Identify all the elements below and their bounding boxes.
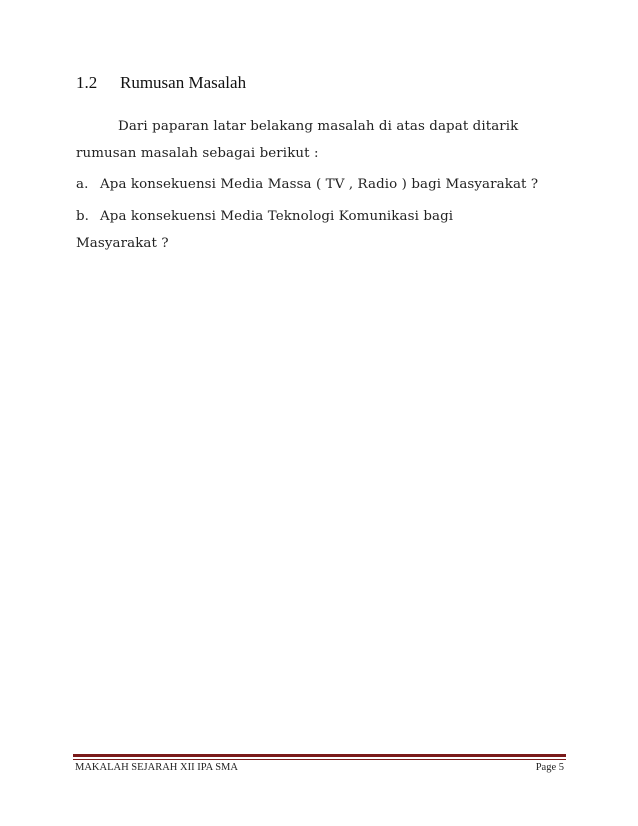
footer-document-title: MAKALAH SEJARAH XII IPA SMA: [75, 762, 238, 773]
list-item-b-text-1: Apa konsekuensi Media Teknologi Komunikasi bagi: [100, 209, 454, 224]
list-item-b: [76, 203, 576, 257]
intro-line-2: rumusan masalah sebagai berikut :: [76, 146, 319, 161]
section-number: 1.2: [76, 73, 98, 92]
intro-paragraph: [76, 113, 576, 167]
footer-rule-thick: [73, 754, 566, 757]
list-item-a-text: Apa konsekuensi Media Massa ( TV , Radio ) bagi Masyarakat ?: [100, 177, 539, 192]
section-title: Rumusan Masalah: [120, 73, 247, 92]
footer-page-number: Page 5: [535, 762, 564, 773]
intro-line-1: Dari paparan latar belakang masalah di atas dapat ditarik: [118, 119, 519, 134]
list-marker-b: b.: [76, 209, 90, 224]
section-heading: [76, 73, 246, 93]
list-item-a: [76, 171, 576, 198]
footer-rule-thin: [73, 759, 566, 760]
list-item-b-text-2: Masyarakat ?: [76, 236, 169, 251]
list-marker-a: a.: [76, 177, 89, 192]
